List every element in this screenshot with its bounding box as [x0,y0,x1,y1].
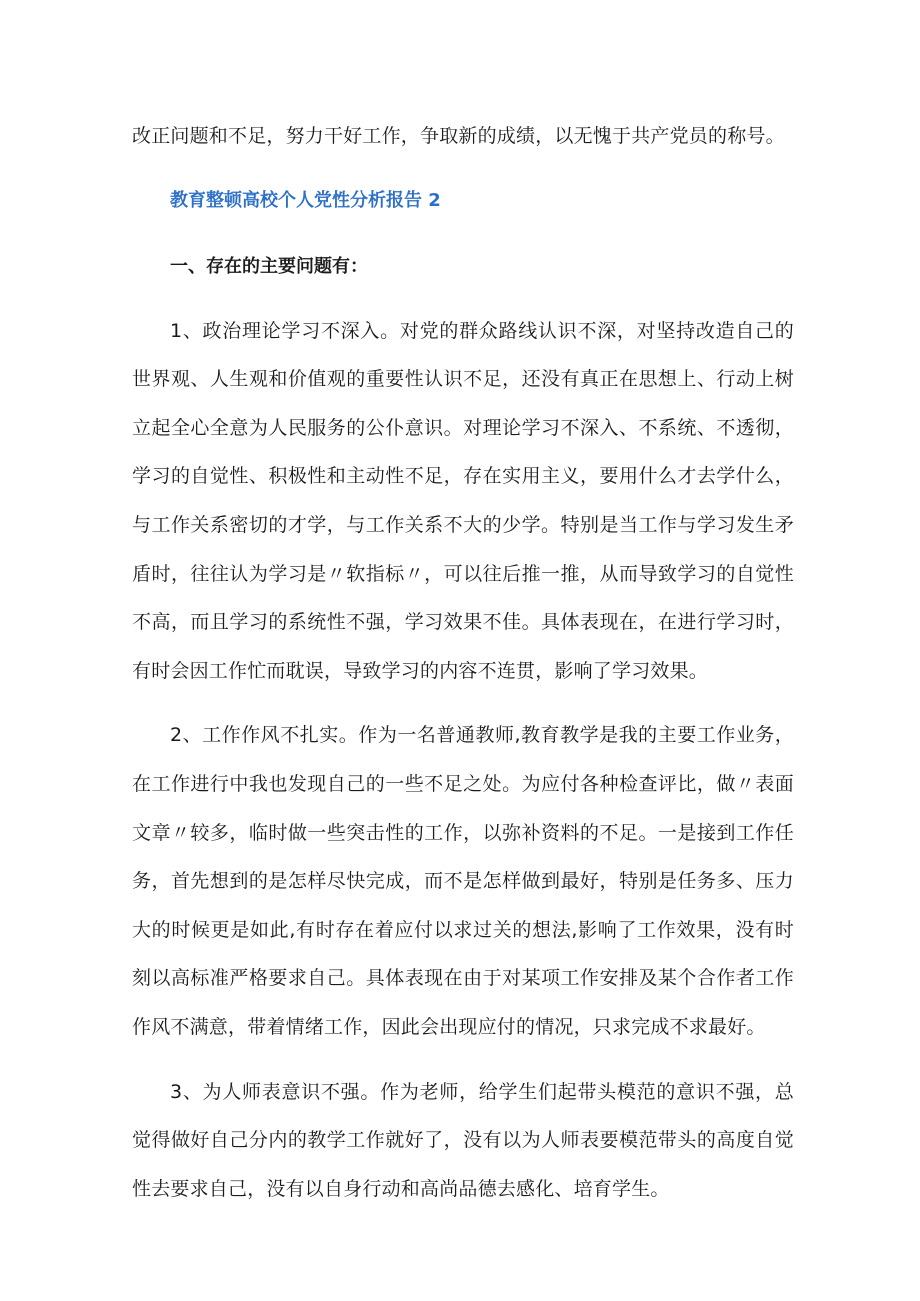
subheading-main-problems: 一、存在的主要问题有： [170,255,368,277]
paragraph-political-theory: 1、政治理论学习不深入。对党的群众路线认识不深，对坚持改造自己的世界观、人生观和价值观的重要性认识不足，还没有真正在思想上、行动上树立起全心全意为人民服务的公仆意识。对理论学习不深入、不系统、不透彻，学习的自觉性、积极性和主动性不足，存在实用主义，要用什么才去学什么，与工作关系密切的才学，与工作关系不大的少学。特别是当工作与学习发生矛盾时，往往认为学习是〃软指标〃，可以往后推一推，从而导致学习的自觉性不高，而且学习的系统性不强，学习效果不佳。具体表现在，在进行学习时，有时会因工作忙而耽误，导致学习的内容不连贯，影响了学习效果。 [132,319,794,682]
section-title: 教育整顿高校个人党性分析报告 2 [170,189,441,211]
paragraph-teacher-role-model: 3、为人师表意识不强。作为老师，给学生们起带头模范的意识不强，总觉得做好自己分内的教学工作就好了，没有以为人师表要模范带头的高度自觉性去要求自己，没有以自身行动和高尚品德去感化、培育学生。 [132,1080,794,1200]
paragraph-work-style: 2、工作作风不扎实。作为一名普通教师,教育教学是我的主要工作业务，在工作进行中我也发现自己的一些不足之处。为应付各种检查评比，做〃表面文章〃较多，临时做一些突击性的工作，以弥补资料的不足。一是接到工作任务，首先想到的是怎样尽快完成，而不是怎样做到最好，特别是任务多、压力大的时候更是如此,有时存在着应付以求过关的想法,影响了工作效果，没有时刻以高标准严格要求自己。具体表现在由于对某项工作安排及某个合作者工作作风不满意，带着情绪工作，因此会出现应付的情况，只求完成不求最好。 [132,724,794,1038]
lead-paragraph: 改正问题和不足，努力干好工作，争取新的成绩，以无愧于共产党员的称号。 [132,125,785,147]
document-body [132,112,794,1213]
